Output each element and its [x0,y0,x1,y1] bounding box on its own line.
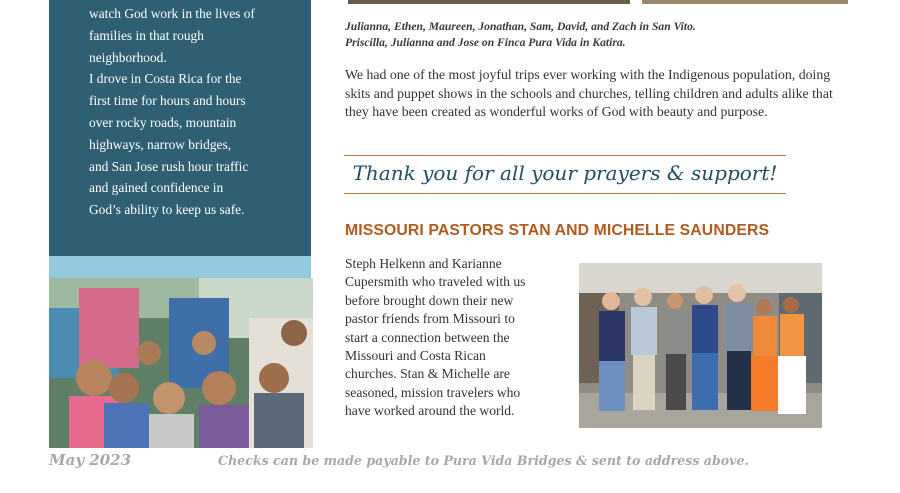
sidebar-line: over rocky roads, mountain [89,114,237,130]
sidebar-line: I drove in Costa Rica for the [89,71,242,87]
top-photo-right [642,0,848,4]
sidebar-line: families in that rough [89,27,204,43]
caption-line: Priscilla, Julianna and Jose on Finca Pura Vida in Katira. [345,36,626,49]
sidebar-strip [49,256,311,278]
sidebar-line: watch God work in the lives of [89,6,255,21]
top-photo-left [348,0,630,4]
section-line: Cupersmith who traveled with us [345,274,526,290]
section-line: before brought down their new [345,292,514,308]
section-line: Missouri and Costa Rican [345,348,486,364]
thanks-rule-bottom [344,193,786,194]
children-photo [49,278,313,448]
section-line: start a connection between the [345,329,510,345]
sidebar-line: and gained confidence in [89,180,224,196]
sidebar-line: neighborhood. [89,49,167,65]
photo-caption [345,19,825,51]
section-heading: MISSOURI PASTORS STAN AND MICHELLE SAUNDERS [345,222,770,239]
sidebar-text [89,3,301,221]
section-line: pastor friends from Missouri to [345,311,515,327]
section-line: churches. Stan & Michelle are [345,366,510,382]
caption-line: Julianna, Ethen, Maureen, Jonathan, Sam, David, and Zach in San Vito. [345,20,696,33]
trip-paragraph: We had one of the most joyful trips ever working with the Indigenous population, doing skits and puppet shows in the schools and churches, telling children and adults alike that they have been created as wonderful works of God with beauty and purpose. [345,67,833,120]
sidebar-line: first time for hours and hours [89,93,246,109]
thanks-message: Thank you for all your prayers & support! [352,161,778,185]
payment-note: Checks can be made payable to Pura Vida Bridges & sent to address above. [218,453,749,468]
issue-date: May 2023 [49,451,132,469]
sidebar-line: highways, narrow bridges, [89,136,232,152]
group-photo [579,263,822,428]
sidebar-line: God’s ability to keep us safe. [89,202,245,218]
section-paragraph [345,255,571,421]
section-line: have worked around the world. [345,403,515,419]
thanks-rule-top [344,155,786,156]
sidebar-line: and San Jose rush hour traffic [89,158,249,174]
section-line: seasoned, mission travelers who [345,384,521,400]
section-line: Steph Helkenn and Karianne [345,256,502,271]
